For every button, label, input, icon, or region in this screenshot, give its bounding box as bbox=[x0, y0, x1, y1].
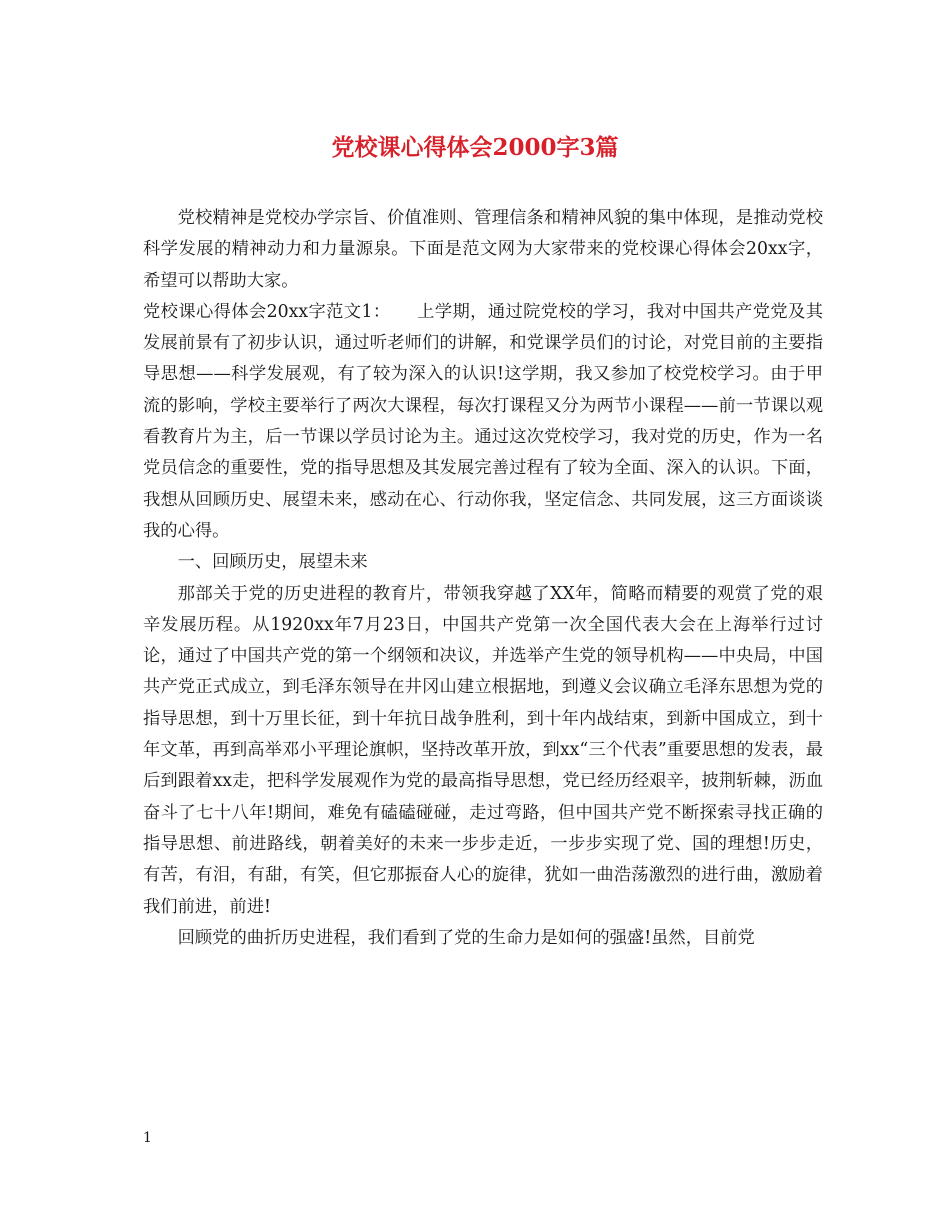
section-heading-1: 一、回顾历史，展望未来 bbox=[177, 552, 368, 573]
document-body bbox=[143, 203, 823, 954]
document-title: 党校课心得体会2000字3篇 bbox=[331, 134, 619, 161]
page-number: 1 bbox=[143, 1130, 152, 1146]
paragraph-essay-1: 党校课心得体会20xx字范文1： 上学期，通过院党校的学习，我对中国共产党党及其发展前景有了初步认识，通过听老师们的讲解，和党课学员们的讨论，对党目前的主要指导思想——科学发展观，有了较为深入的认识!这学期，我又参加了校党校学习。由于甲流的影响，学校主要举行了两次大课程，每次打课程又分为两节小课程——前一节课以观看教育片为主，后一节课以学员讨论为主。通过这次党校学习，我对党的历史，作为一名党员信念的重要性，党的指导思想及其发展完善过程有了较为全面、深入的认识。下面，我想从回顾历史、展望未来，感动在心、行动你我，坚定信念、共同发展，这三方面谈谈我的心得。 bbox=[143, 301, 823, 541]
paragraph-review: 回顾党的曲折历史进程，我们看到了党的生命力是如何的强盛!虽然，目前党 bbox=[177, 927, 755, 948]
paragraph-history: 那部关于党的历史进程的教育片，带领我穿越了XX年，简略而精要的观赏了党的艰辛发展历程。从1920xx年7月23日，中国共产党第一次全国代表大会在上海举行过讨论，通过了中国共产党的第一个纲领和决议，并选举产生党的领导机构——中央局，中国共产党正式成立，到毛泽东领导在井冈山建立根据地，到遵义会议确立毛泽东思想为党的指导思想，到十万里长征，到十年抗日战争胜利，到十年内战结束，到新中国成立，到十年文革，再到高举邓小平理论旗帜，坚持改革开放，到xx“三个代表”重要思想的发表，最后到跟着xx走，把科学发展观作为党的最高指导思想，党已经历经艰辛，披荆斩棘，沥血奋斗了七十八年!期间，难免有磕磕碰碰，走过弯路，但中国共产党不断探索寻找正确的指导思想、前进路线，朝着美好的未来一步步走近，一步步实现了党、国的理想!历史，有苦，有泪，有甜，有笑，但它那振奋人心的旋律，犹如一曲浩荡激烈的进行曲，激励着我们前进，前进! bbox=[143, 583, 823, 917]
paragraph-intro: 党校精神是党校办学宗旨、价值准则、管理信条和精神风貌的集中体现，是推动党校科学发展的精神动力和力量源泉。下面是范文网为大家带来的党校课心得体会20xx字，希望可以帮助大家。 bbox=[143, 208, 823, 291]
